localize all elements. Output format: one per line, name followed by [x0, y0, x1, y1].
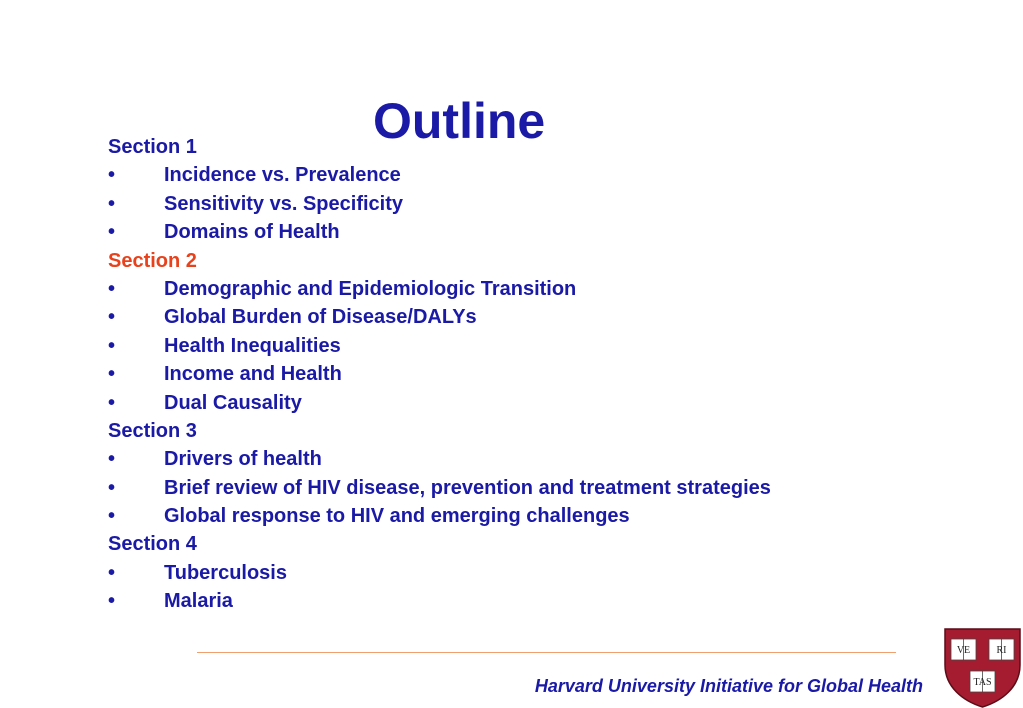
outline-item [108, 559, 928, 587]
outline-item [108, 218, 928, 246]
outline-item-label: Income and Health [164, 363, 342, 386]
outline-item [108, 303, 928, 331]
outline-item [108, 587, 928, 615]
outline-item-label: Dual Causality [164, 391, 302, 414]
outline-item-label: Health Inequalities [164, 334, 341, 357]
bullet-icon: • [108, 363, 116, 386]
outline-item [108, 502, 928, 530]
section-heading: Section 1 [108, 136, 197, 158]
footer-text: Harvard University Initiative for Global Health [534, 676, 923, 696]
outline-item-label: Domains of Health [164, 221, 340, 244]
shield-letters-tas: TAS [973, 677, 992, 688]
bullet-icon: • [108, 164, 116, 187]
outline-list [108, 133, 928, 616]
outline-item-label: Demographic and Epidemiologic Transition [164, 277, 577, 300]
outline-item-label: Tuberculosis [164, 561, 287, 584]
section-heading: Section 4 [108, 533, 197, 556]
outline-item [108, 389, 928, 417]
outline-item [108, 190, 928, 218]
outline-item [108, 161, 928, 189]
bullet-icon: • [108, 448, 116, 471]
section-heading: Section 2 [108, 249, 197, 272]
bullet-icon: • [108, 561, 116, 584]
outline-item [108, 275, 928, 303]
footer-divider [197, 652, 896, 653]
outline-item-label: Malaria [164, 590, 233, 613]
outline-item-label: Drivers of health [164, 448, 322, 471]
shield-letters-ve: VE [956, 645, 971, 656]
outline-item-label: Incidence vs. Prevalence [164, 164, 401, 187]
section-heading: Section 3 [108, 419, 197, 442]
bullet-icon: • [108, 221, 116, 244]
harvard-veritas-shield-icon [942, 627, 1023, 708]
bullet-icon: • [108, 192, 116, 215]
outline-item [108, 474, 928, 502]
outline-item-label: Sensitivity vs. Specificity [164, 192, 403, 215]
bullet-icon: • [108, 476, 116, 499]
bullet-icon: • [108, 590, 116, 613]
bullet-icon: • [108, 334, 116, 357]
bullet-icon: • [108, 306, 116, 329]
slide-title: Outline [373, 93, 546, 149]
shield-letters-ri: RI [996, 645, 1007, 656]
outline-item-label: Global Burden of Disease/DALYs [164, 306, 477, 329]
bullet-icon: • [108, 391, 116, 414]
outline-item [108, 360, 928, 388]
bullet-icon: • [108, 505, 116, 528]
outline-item-label: Global response to HIV and emerging challenges [164, 505, 630, 528]
bullet-icon: • [108, 277, 116, 300]
outline-item-label: Brief review of HIV disease, prevention and treatment strategies [164, 476, 771, 499]
outline-item [108, 332, 928, 360]
outline-item [108, 445, 928, 473]
